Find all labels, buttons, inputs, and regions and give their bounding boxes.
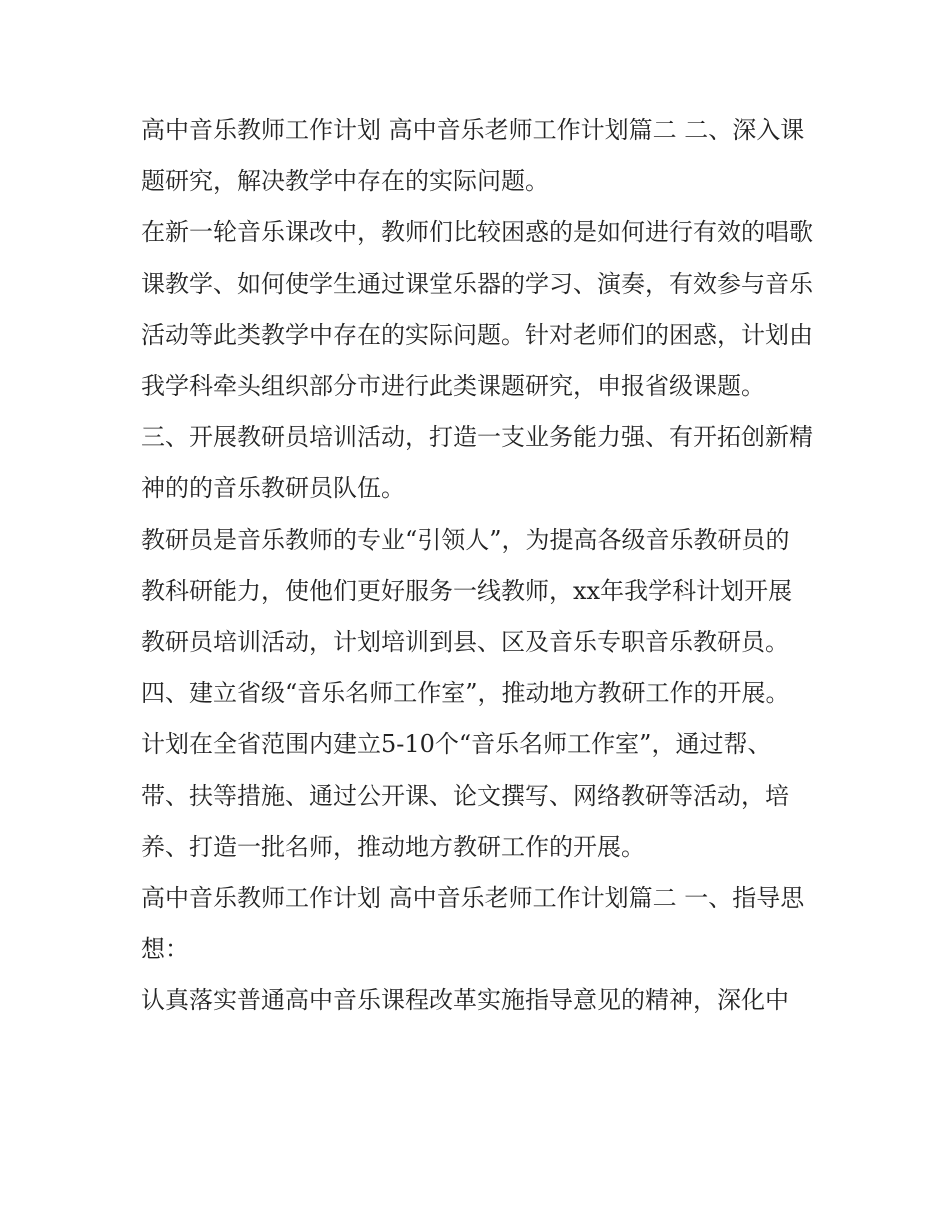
paragraph-curriculum-reform: 在新一轮音乐课改中，教师们比较困惑的是如何进行有效的唱歌课教学、如何使学生通过课堂乐器的学习、演奏，有效参与音乐活动等此类教学中存在的实际问题。针对老师们的困惑，计划由我学科牵头组织部分市进行此类课题研究，申报省级课题。 — [141, 218, 813, 401]
paragraph-researcher-training: 教研员是音乐教师的专业“引领人”，为提高各级音乐教研员的教科研能力，使他们更好服务一线教师，xx年我学科计划开展教研员培训活动，计划培训到县、区及音乐专职音乐教研员。 — [141, 525, 793, 657]
paragraph-guiding-thought-heading: 高中音乐教师工作计划 高中音乐老师工作计划篇二 一、指导思想： — [141, 884, 805, 964]
paragraph-section-two-heading: 高中音乐教师工作计划 高中音乐老师工作计划篇二 二、深入课题研究，解决教学中存在的实际问题。 — [141, 116, 805, 196]
paragraph-implementation: 认真落实普通高中音乐课程改革实施指导意见的精神，深化中 — [141, 986, 789, 1015]
paragraph-studio-plan: 计划在全省范围内建立5-10个“音乐名师工作室”，通过帮、带、扶等措施、通过公开课、论文撰写、网络教研等活动，培养、打造一批名师，推动地方教研工作的开展。 — [141, 730, 789, 861]
paragraph-section-three-heading: 三、开展教研员培训活动，打造一支业务能力强、有开拓创新精神的的音乐教研员队伍。 — [141, 423, 813, 503]
paragraph-section-four-heading: 四、建立省级“音乐名师工作室”，推动地方教研工作的开展。 — [141, 679, 790, 708]
document-body — [141, 105, 813, 1027]
